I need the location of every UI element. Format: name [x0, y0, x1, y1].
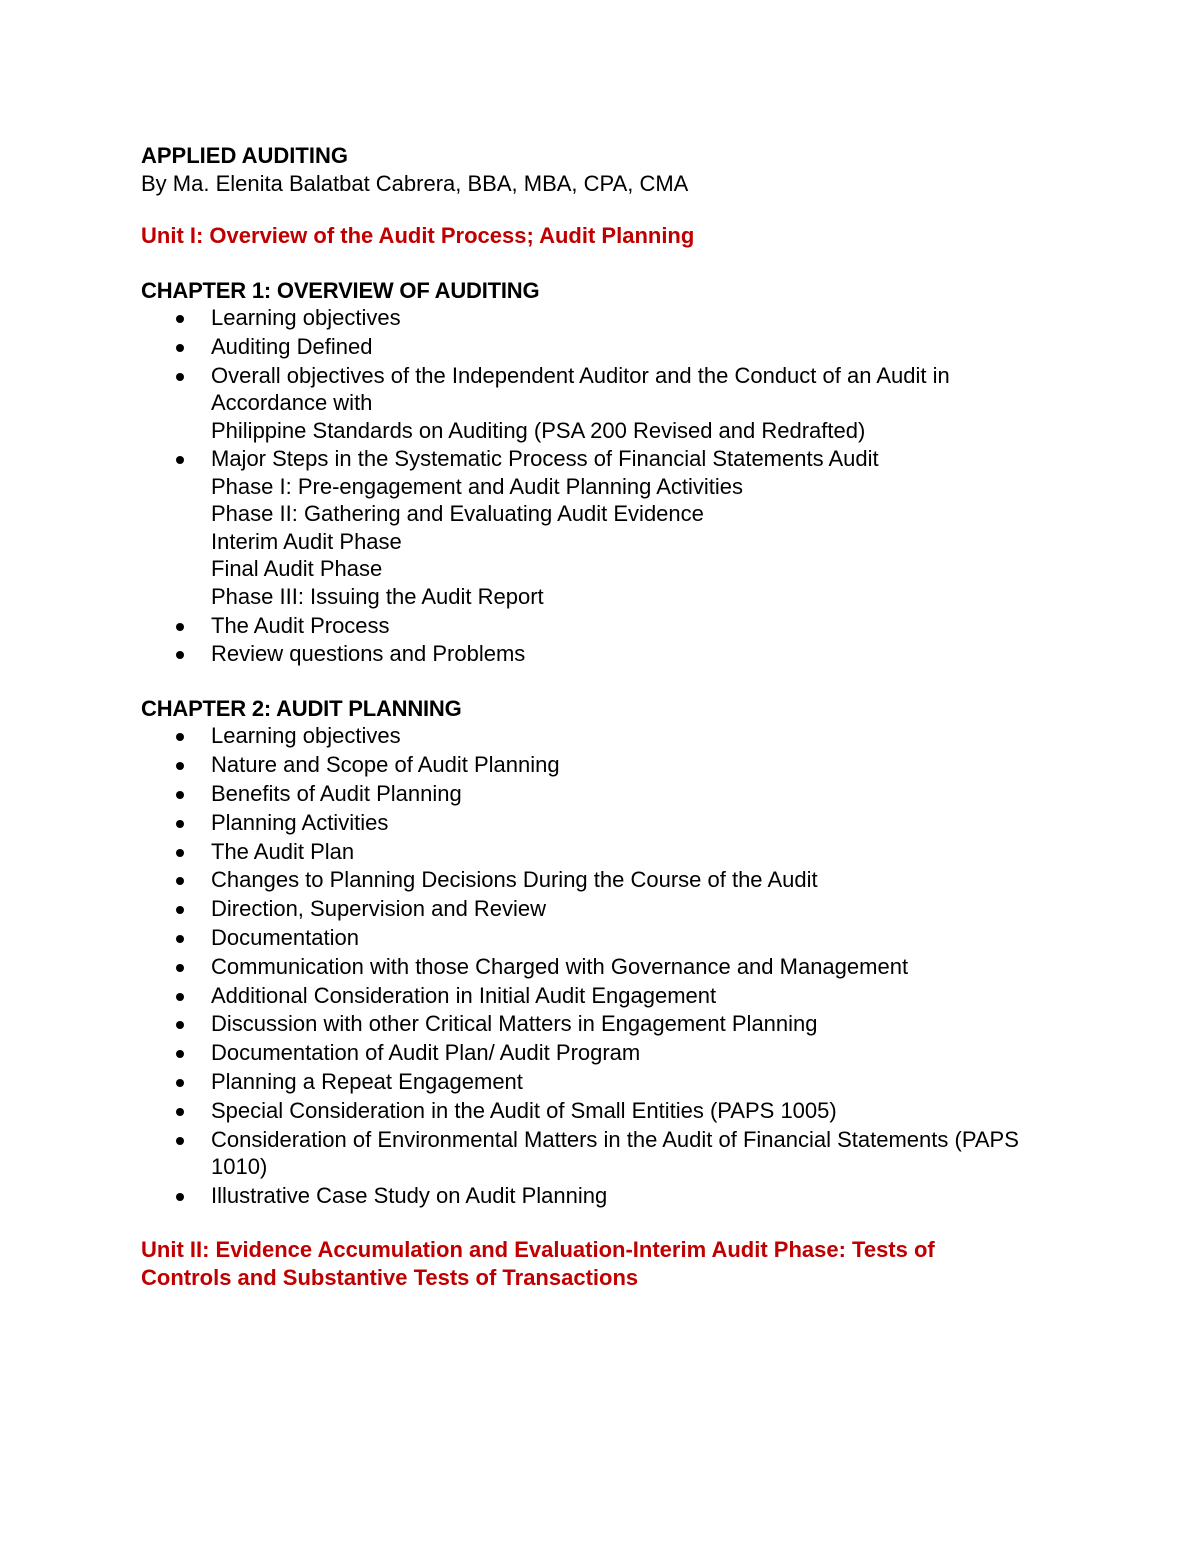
list-item	[141, 780, 1021, 808]
bullet-icon	[176, 1079, 184, 1087]
list-item-text: Special Consideration in the Audit of Small Entities (PAPS 1005)	[211, 1097, 837, 1123]
bullet-icon	[176, 993, 184, 1001]
list-item	[141, 895, 1021, 923]
list-item-text: Communication with those Charged with Governance and Management	[211, 953, 909, 979]
bullet-icon	[176, 623, 184, 631]
chapter-2-list	[141, 722, 1021, 1209]
list-item-text: Auditing Defined	[211, 333, 373, 359]
list-item-text: Phase I: Pre-engagement and Audit Planning Activities	[211, 473, 744, 499]
list-item-text: Documentation of Audit Plan/ Audit Program	[211, 1040, 641, 1066]
list-item	[141, 640, 1021, 668]
bullet-icon	[176, 373, 184, 381]
list-item-text: The Audit Plan	[211, 838, 355, 864]
bullet-icon	[176, 1108, 184, 1116]
list-item	[141, 809, 1021, 837]
list-item-text: Final Audit Phase	[211, 556, 383, 582]
list-item-text: Changes to Planning Decisions During the Course of the Audit	[211, 867, 818, 893]
list-item-text: Learning objectives	[211, 723, 401, 749]
bullet-icon	[176, 762, 184, 770]
list-item-text: Illustrative Case Study on Audit Planning	[211, 1182, 608, 1208]
bullet-icon	[176, 456, 184, 464]
list-item-text: Direction, Supervision and Review	[211, 896, 547, 922]
bullet-icon	[176, 1137, 184, 1145]
list-item	[141, 1068, 1021, 1096]
bullet-icon	[176, 651, 184, 659]
bullet-icon	[176, 877, 184, 885]
list-item-text: Benefits of Audit Planning	[211, 781, 462, 807]
list-item-text: Additional Consideration in Initial Audit Engagement	[211, 982, 717, 1008]
bullet-icon	[176, 344, 184, 352]
list-item	[141, 953, 1021, 981]
bullet-icon	[176, 964, 184, 972]
list-item-text: Overall objectives of the Independent Auditor and the Conduct of an Audit in Accordance with	[211, 362, 950, 416]
bullet-icon	[176, 1050, 184, 1058]
list-item	[141, 333, 1021, 361]
list-item	[141, 1010, 1021, 1038]
list-item-text: Philippine Standards on Auditing (PSA 200 Revised and Redrafted)	[211, 417, 866, 443]
bullet-icon	[176, 1021, 184, 1029]
list-item	[141, 1097, 1021, 1125]
bullet-icon	[176, 906, 184, 914]
list-item	[141, 838, 1021, 866]
list-item-text: Interim Audit Phase	[211, 528, 402, 554]
list-item-text: Planning a Repeat Engagement	[211, 1069, 523, 1095]
list-item	[141, 304, 1021, 332]
list-item-text: Review questions and Problems	[211, 641, 526, 667]
bullet-icon	[176, 315, 184, 323]
list-item	[141, 1039, 1021, 1067]
list-item	[141, 612, 1021, 640]
bullet-icon	[176, 849, 184, 857]
bullet-icon	[176, 1193, 184, 1201]
list-item	[141, 445, 1021, 610]
chapter-2-heading: CHAPTER 2: AUDIT PLANNING	[141, 695, 462, 721]
list-item-text: Phase II: Gathering and Evaluating Audit Evidence	[211, 501, 704, 527]
list-item	[141, 866, 1021, 894]
list-item-text: The Audit Process	[211, 612, 390, 638]
list-item-text: Documentation	[211, 925, 359, 951]
list-item	[141, 1182, 1021, 1210]
chapter-1-heading: CHAPTER 1: OVERVIEW OF AUDITING	[141, 277, 540, 303]
document-author: By Ma. Elenita Balatbat Cabrera, BBA, MBA, CPA, CMA	[141, 170, 689, 196]
list-item-text: Learning objectives	[211, 305, 401, 330]
bullet-icon	[176, 935, 184, 943]
list-item	[141, 362, 1021, 445]
list-item-text: Planning Activities	[211, 809, 389, 835]
list-item-text: Phase III: Issuing the Audit Report	[211, 583, 544, 609]
list-item	[141, 982, 1021, 1010]
list-item-text: Nature and Scope of Audit Planning	[211, 752, 560, 778]
bullet-icon	[176, 791, 184, 799]
unit-1-heading: Unit I: Overview of the Audit Process; Audit Planning	[141, 223, 695, 248]
document-page	[141, 142, 1021, 1318]
bullet-icon	[176, 820, 184, 828]
list-item-text: Discussion with other Critical Matters in Engagement Planning	[211, 1011, 818, 1037]
document-title: APPLIED AUDITING	[141, 143, 348, 168]
list-item-text: Major Steps in the Systematic Process of Financial Statements Audit	[211, 446, 879, 472]
bullet-icon	[176, 733, 184, 741]
chapter-1-list	[141, 304, 1021, 668]
list-item	[141, 1126, 1021, 1181]
unit-2-heading: Unit II: Evidence Accumulation and Evaluation-Interim Audit Phase: Tests of Controls and Substantive Tests of Transactions	[141, 1237, 935, 1290]
list-item	[141, 751, 1021, 779]
list-item-text: Consideration of Environmental Matters in the Audit of Financial Statements (PAPS 1010)	[211, 1126, 1019, 1180]
list-item	[141, 924, 1021, 952]
list-item	[141, 722, 1021, 750]
